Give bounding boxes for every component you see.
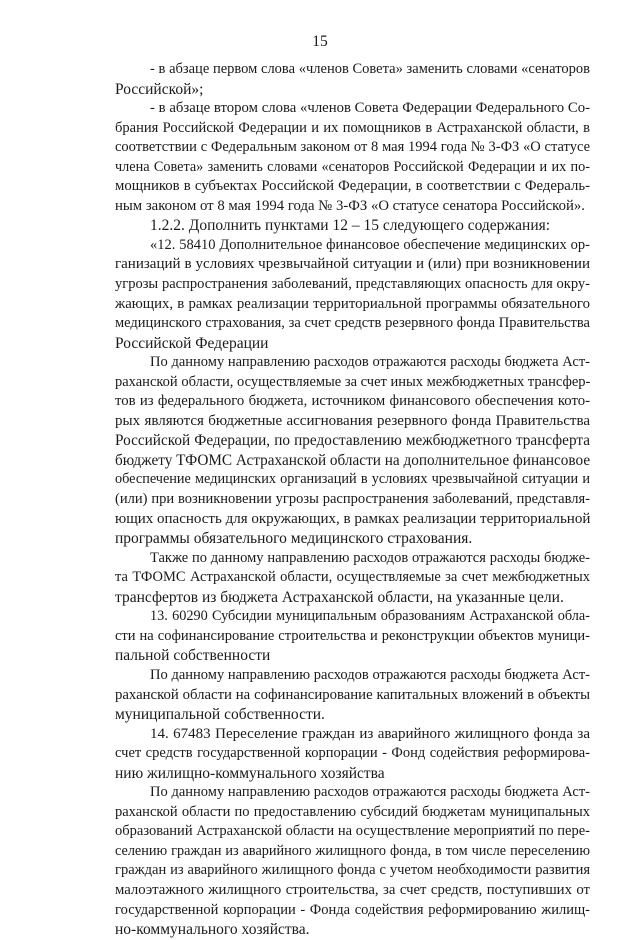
text-line: медицинского страхования, за счет средств резервного фонда Правительства — [115, 315, 590, 332]
text-line: та ТФОМС Астраханской области, осуществляемые за счет межбюджетных — [115, 569, 590, 586]
text-line: Также по данному направлению расходов отражаются расходы бюдже- — [150, 549, 590, 566]
text-line: члена Совета» заменить словами «сенаторов Российской Федерации и их по- — [115, 158, 590, 175]
text-line: государственной корпорации - Фонда содействия реформированию жилищ- — [115, 901, 590, 918]
text-line: бюджету ТФОМС Астраханской области на дополнительное финансовое — [115, 451, 591, 469]
text-line: соответствии с Федеральным законом от 8 мая 1994 года № 3-ФЗ «О статусе — [115, 139, 590, 156]
text-line: счет средств государственной корпорации - Фонд содействия реформирова- — [115, 745, 590, 762]
document-body — [115, 60, 590, 940]
text-line: мощников в субъектах Российской Федерации, в соответствии с Федераль- — [115, 178, 590, 195]
text-line: но-коммунального хозяйства. — [115, 921, 310, 939]
text-line: По данному направлению расходов отражаются расходы бюджета Аст- — [150, 666, 590, 683]
text-line: «12. 58410 Дополнительное финансовое обеспечение медицинских ор- — [150, 236, 590, 253]
text-line: 1.2.2. Дополнить пунктами 12 – 15 следующего содержания: — [150, 217, 551, 235]
text-line: (или) при возникновении угрозы распространения заболеваний, представля- — [115, 491, 590, 508]
page-number: 15 — [312, 33, 328, 50]
text-line: программы обязательного медицинского страхования. — [115, 530, 473, 548]
text-line: трансфертов из бюджета Астраханской области, на указанные цели. — [115, 588, 564, 606]
text-line: рых являются бюджетные ассигнования резервного фонда Правительства — [115, 412, 590, 429]
text-line: граждан из аварийного жилищного фонда с учетом необходимости развития — [115, 862, 590, 879]
text-line: малоэтажного жилищного строительства, за счет средств, поступивших от — [115, 881, 590, 898]
text-line: Российской Федерации, по предоставлению межбюджетного трансферта — [115, 432, 590, 450]
text-line: пальной собственности — [115, 647, 271, 665]
text-line: 14. 67483 Переселение граждан из аварийного жилищного фонда за — [150, 725, 590, 742]
text-line: селению граждан из аварийного жилищного фонда, в том числе переселению — [115, 842, 590, 859]
text-line: муниципальной собственности. — [115, 706, 325, 724]
text-line: жающих, в рамках реализации территориальной программы обязательного — [115, 295, 590, 312]
text-line: ным законом от 8 мая 1994 года № 3-ФЗ «О статусе сенатора Российской». — [115, 197, 585, 214]
text-line: - в абзаце первом слова «членов Совета» заменить словами «сенаторов — [150, 61, 590, 77]
text-line: 13. 60290 Субсидии муниципальным образованиям Астраханской обла- — [150, 608, 590, 625]
text-line: брания Российской Федерации и их помощников в Астраханской области, в — [115, 119, 590, 136]
text-line: раханской области по предоставлению субсидий бюджетам муниципальных — [115, 803, 590, 820]
text-line: - в абзаце втором слова «членов Совета Федерации Федерального Со- — [150, 100, 590, 117]
text-line: угрозы распространения заболеваний, представляющих опасность для окру- — [115, 276, 590, 293]
text-line: По данному направлению расходов отражаются расходы бюджета Аст- — [150, 354, 590, 371]
text-line: тов из федерального бюджета, источником финансового обеспечения кото- — [115, 393, 590, 410]
text-line: раханской области на софинансирование капитальных вложений в объекты — [115, 686, 590, 703]
text-line: раханской области, осуществляемые за счет иных межбюджетных трансфер- — [115, 373, 591, 390]
text-line: По данному направлению расходов отражаются расходы бюджета Аст- — [150, 784, 590, 801]
text-line: образований Астраханской области на осуществление мероприятий по пере- — [115, 823, 590, 840]
text-line: сти на софинансирование строительства и реконструкции объектов муници- — [115, 627, 590, 644]
text-line: Российской»; — [115, 80, 204, 98]
text-line: обеспечение медицинских организаций в условиях чрезвычайной ситуации и — [115, 471, 590, 488]
text-line: ганизаций в условиях чрезвычайной ситуации и (или) при возникновении — [115, 256, 590, 273]
text-line: нию жилищно-коммунального хозяйства — [115, 764, 385, 782]
text-line: Российской Федерации — [115, 334, 269, 352]
text-line: ющих опасность для окружающих, в рамках реализации территориальной — [115, 510, 591, 527]
